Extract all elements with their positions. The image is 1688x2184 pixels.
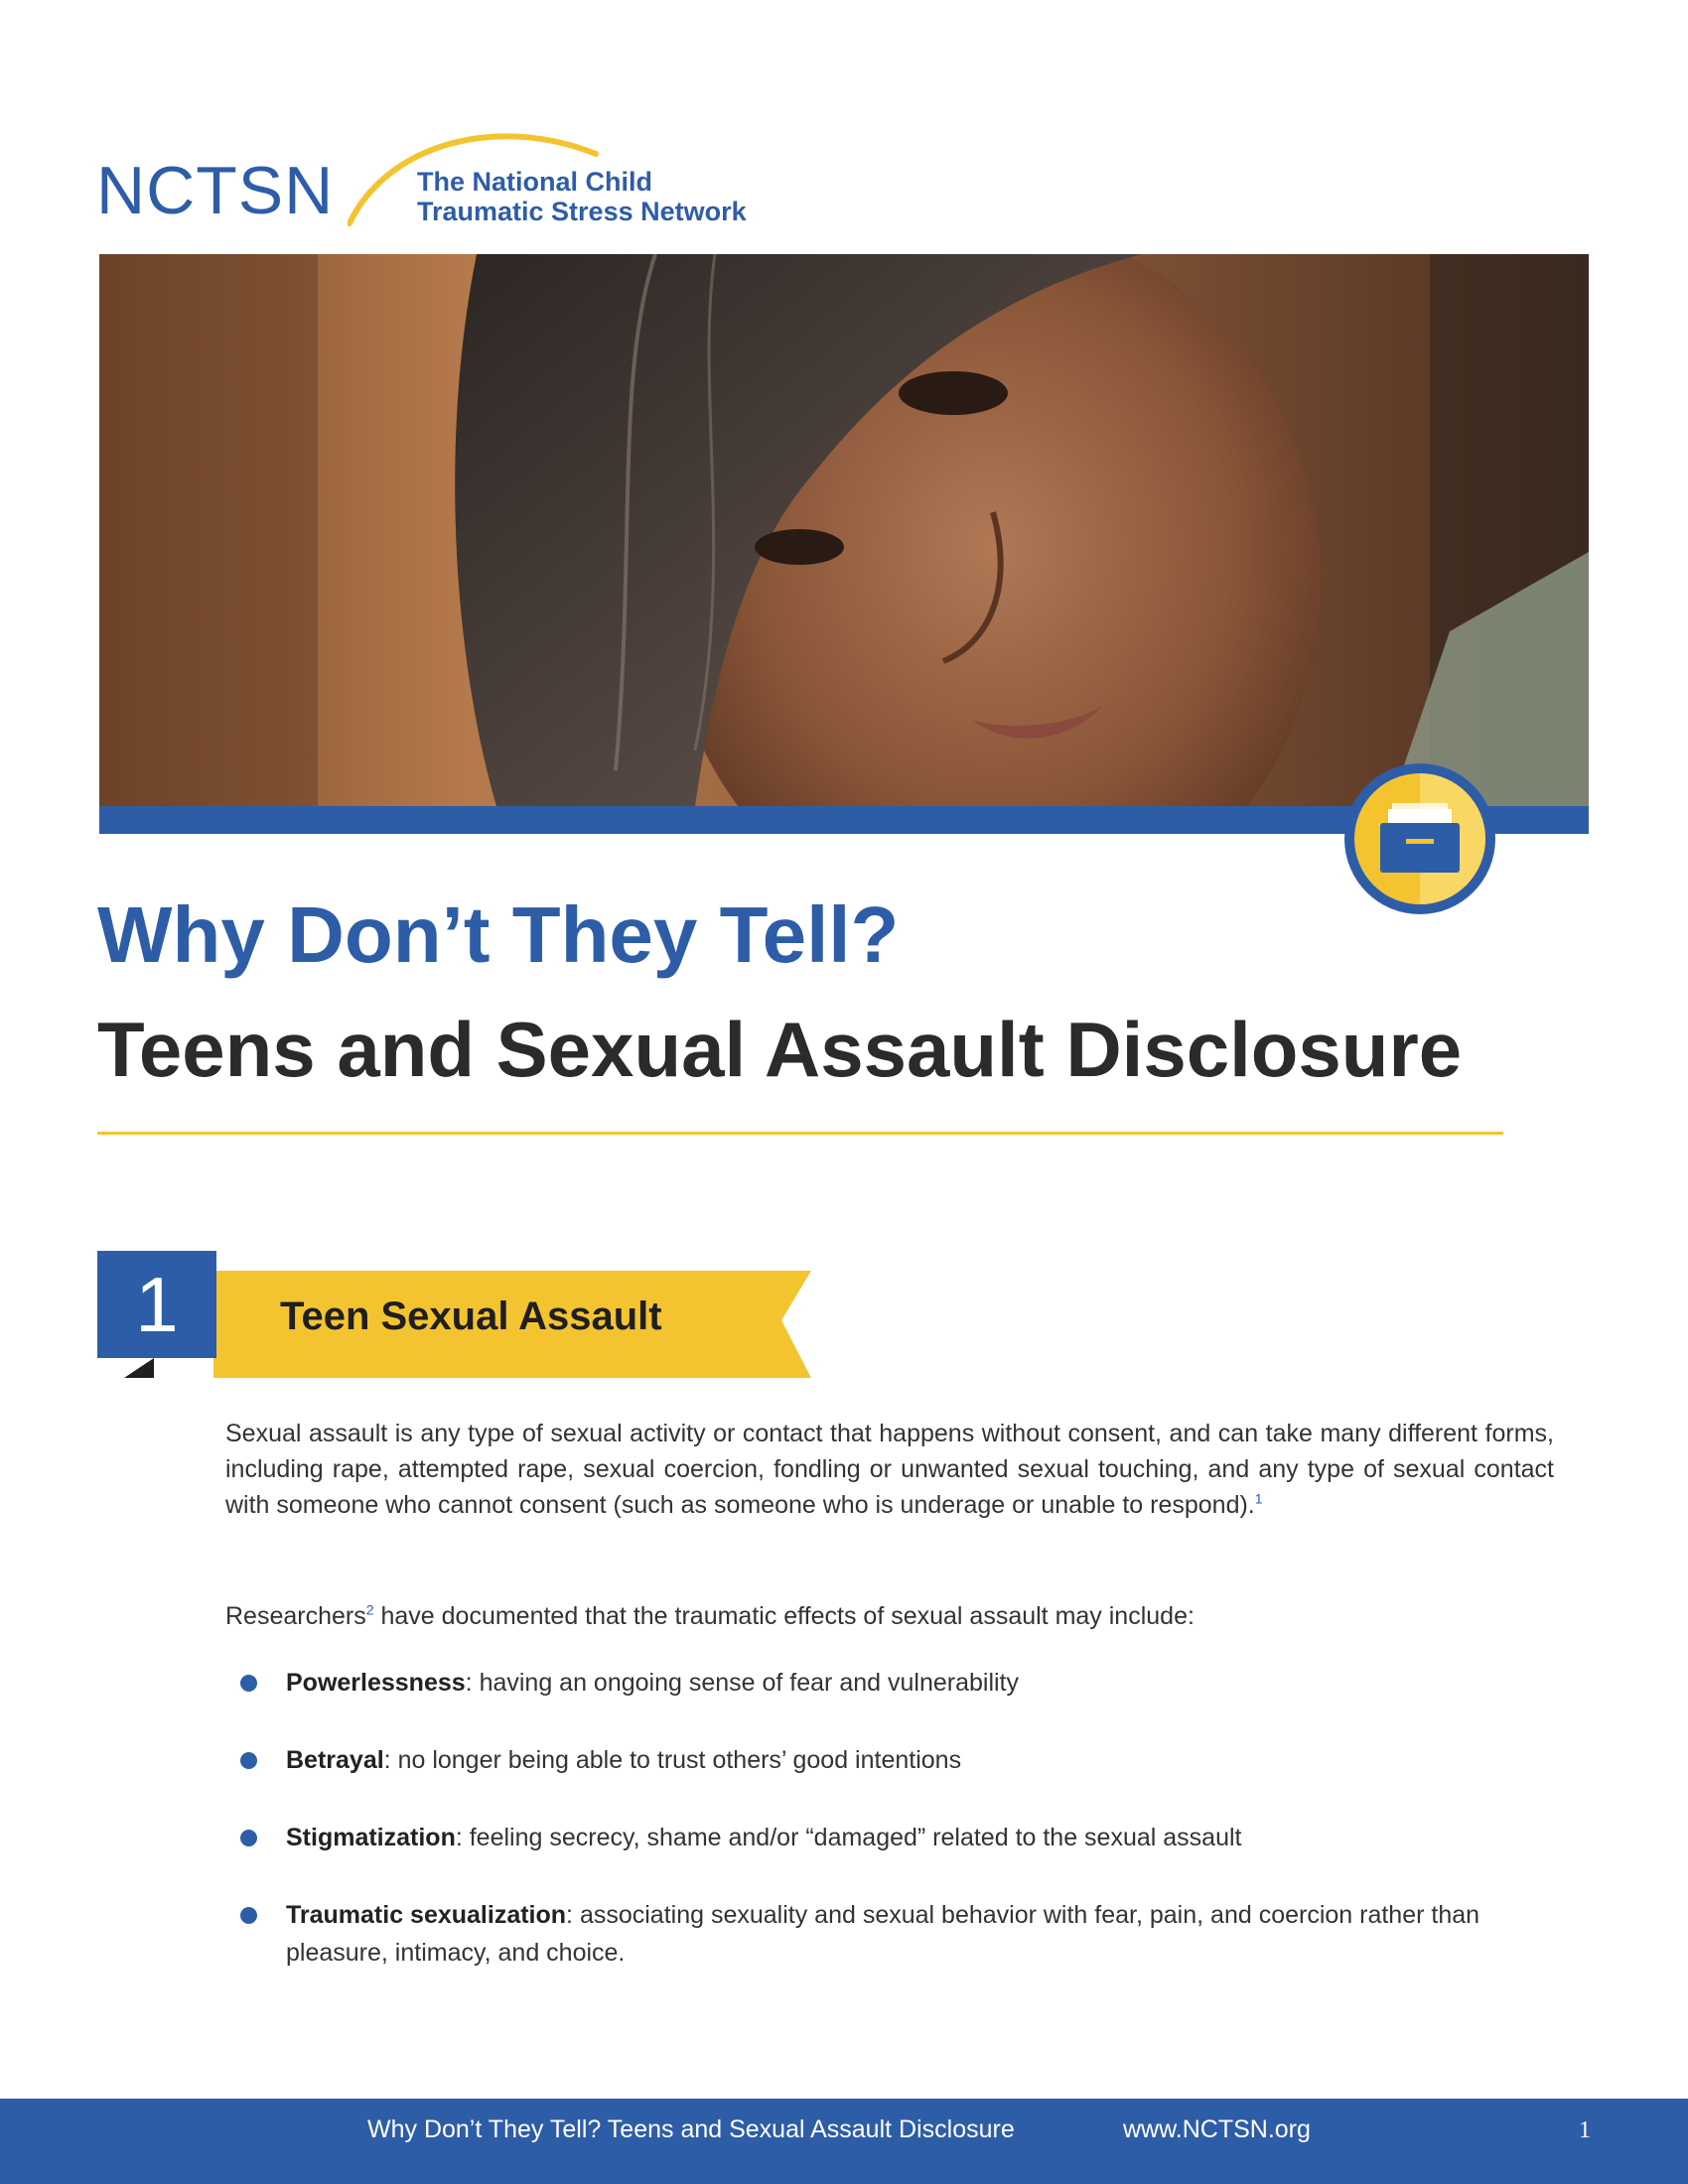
paragraph-text: have documented that the traumatic effects of sexual assault may include:	[373, 1602, 1195, 1630]
bullet-icon	[240, 1675, 257, 1692]
file-drawer-icon	[1340, 759, 1499, 918]
logo-name	[417, 167, 747, 226]
logo-acronym: NCTSN	[96, 153, 335, 228]
title-divider	[97, 1132, 1503, 1135]
page-subtitle: Teens and Sexual Assault Disclosure	[97, 1006, 1463, 1093]
bullet-icon	[240, 1907, 257, 1924]
list-item-text: : associating sexuality and sexual behavior with fear, pain, and coercion rather than pleasure, intimacy, and choice.	[286, 1901, 1480, 1967]
footnote-ref[interactable]: 1	[1254, 1490, 1263, 1507]
bullet-icon	[240, 1752, 257, 1769]
logo-name-line1: The National Child	[417, 167, 653, 197]
bullet-icon	[240, 1830, 257, 1846]
list-item-term: Traumatic sexualization	[286, 1901, 567, 1929]
paragraph-text: Sexual assault is any type of sexual activity or contact that happens without consent, and can take many different forms, including rape, attempted rape, sexual coercion, fondling or unwanted sexual touching, and any type of sexual contact with someone who cannot consent (such as someone who is underage or unable to respond).	[225, 1420, 1554, 1519]
list-item-term: Powerlessness	[286, 1669, 466, 1697]
footnote-ref[interactable]: 2	[365, 1601, 374, 1618]
list-item	[238, 1896, 1559, 1972]
hero-photo	[99, 254, 1589, 806]
list-item-term: Betrayal	[286, 1746, 384, 1774]
list-item-term: Stigmatization	[286, 1824, 456, 1851]
list-item	[238, 1741, 1559, 1779]
page-title: Why Don’t They Tell?	[97, 890, 900, 979]
footer-title: Why Don’t They Tell? Teens and Sexual Assault Disclosure	[367, 2116, 1015, 2143]
list-item	[238, 1819, 1559, 1856]
list-item-text: : no longer being able to trust others’ good intentions	[383, 1746, 962, 1774]
footer-url-link[interactable]: www.NCTSN.org	[1123, 2116, 1311, 2143]
page-number: 1	[1579, 2117, 1591, 2143]
effects-list	[238, 1664, 1559, 2011]
body-paragraph-researchers	[225, 1598, 1554, 1634]
logo-name-line2: Traumatic Stress Network	[417, 197, 747, 226]
list-item	[238, 1664, 1559, 1702]
section-number: 1	[135, 1261, 179, 1348]
section-heading: Teen Sexual Assault	[280, 1295, 662, 1338]
body-paragraph-definition	[225, 1416, 1554, 1523]
list-item-text: : having an ongoing sense of fear and vulnerability	[465, 1669, 1019, 1697]
paragraph-lead: Researchers	[225, 1602, 366, 1630]
list-item-text: : feeling secrecy, shame and/or “damaged” related to the sexual assault	[455, 1824, 1242, 1851]
